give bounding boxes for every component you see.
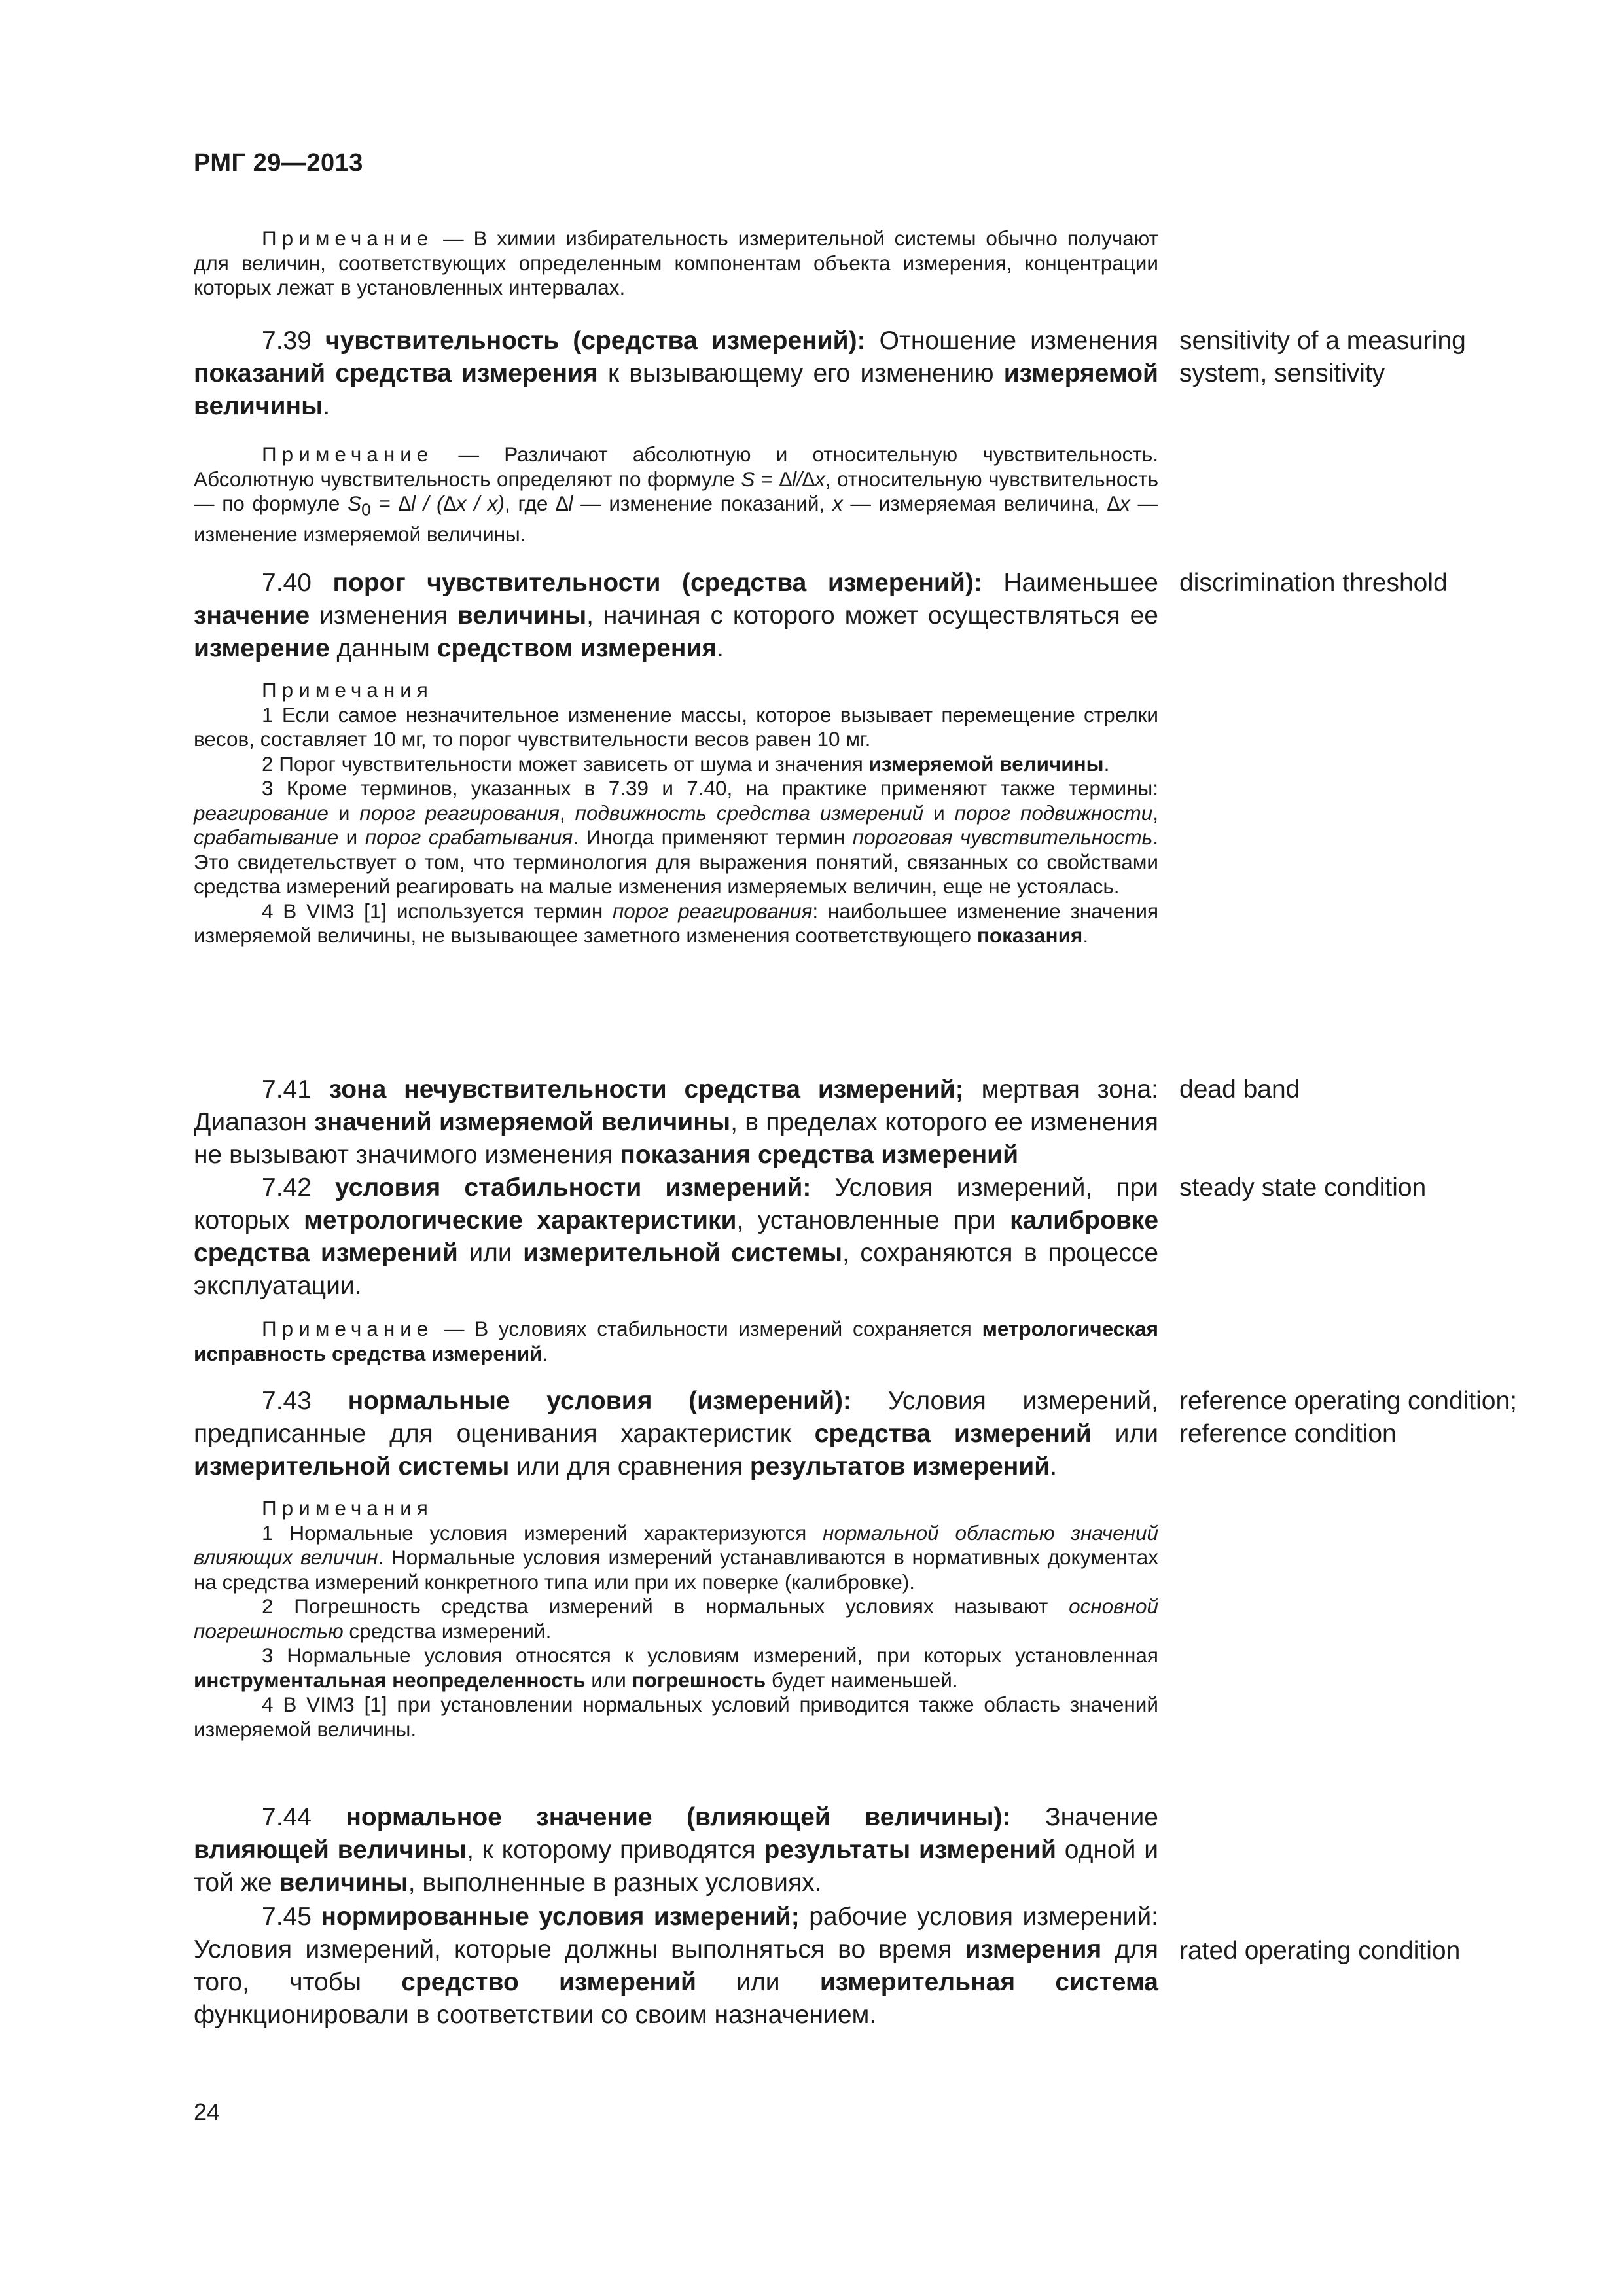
note-text: : наибольшее изменение значения измеряемой величины, не вызывающее заметного изменения соответствующего [194, 899, 1159, 947]
term-ref: погрешность [632, 1668, 766, 1692]
term-7-39 [194, 325, 1158, 423]
term-ref: показания средства измерений [620, 1141, 1019, 1169]
term-text: , в пределах которого ее изменения не вызывают значимого изменения [194, 1108, 1159, 1169]
italic-term: порог реагирования [359, 800, 560, 825]
note-text: Различают абсолютную и относительную чувствительность. Абсолютную чувствительность определяют по формуле [194, 442, 1158, 491]
term-ref: величины [279, 1869, 408, 1897]
formula-symbol: x [832, 492, 843, 515]
term-number: 7.43 [262, 1387, 348, 1415]
term-ref: средство измерений [401, 1968, 697, 1996]
note-item [194, 1594, 1158, 1643]
note-item [194, 776, 1158, 899]
note-item [194, 752, 1158, 777]
note-text: В условиях стабильности измерений сохраняется [474, 1317, 982, 1340]
term-ref: измерительной системы [194, 1452, 510, 1480]
note-text: , [1152, 800, 1159, 825]
term-ref: средством измерения [437, 634, 717, 662]
note-label: Примечание [262, 1317, 434, 1340]
note-item: 1 Если самое незначительное изменение массы, которое вызывает перемещение стрелки весов, составляет 10 мг, то порог чувствительности весов равен 10 мг. [194, 702, 1158, 751]
term-text: , выполненные в разных условиях. [408, 1869, 822, 1897]
note-text: средства измерений. [343, 1619, 552, 1643]
term-ref: значение [194, 601, 310, 630]
term-text: или [696, 1968, 820, 1996]
term-text: одной и той же [194, 1836, 1158, 1897]
term-text: Значение [1010, 1803, 1158, 1831]
note-dash: — [433, 1317, 475, 1340]
term-name: нормированные условия измерений; [321, 1903, 800, 1931]
note-text: . [1082, 924, 1089, 947]
note-text: В химии избирательность измерительной системы обычно получают для величин, соответствующих определенным компонентам объекта измерения, концентрации которых лежат в установленных интервалах. [194, 226, 1158, 299]
note-item [194, 899, 1158, 948]
italic-term: основной погрешностью [194, 1594, 1158, 1643]
term-ref: метрологическая исправность средства измерений [194, 1317, 1158, 1365]
note-7-42 [194, 1317, 1158, 1366]
note-item: 4 В VIM3 [1] при установлении нормальных условий приводится также область значений измеряемой величины. [194, 1693, 1158, 1741]
note-text: 3 Кроме терминов, указанных в 7.39 и 7.40, на практике применяют также термины: [262, 776, 1158, 800]
term-number: 7.40 [262, 569, 333, 597]
term-name: зона нечувствительности средства измерений; [329, 1075, 964, 1103]
term-ref: метрологические характеристики [304, 1206, 737, 1234]
english-term-7-42: steady state condition [1179, 1174, 1427, 1202]
term-ref: измеряемой величины [194, 359, 1158, 420]
notes-heading [194, 1496, 1158, 1521]
term-text: . [717, 634, 724, 662]
note-label: Примечание [262, 226, 434, 250]
term-name: чувствительность (средства измерений): [325, 327, 866, 355]
term-text: для того, чтобы [194, 1935, 1158, 1996]
term-text: или [457, 1239, 524, 1267]
formula-symbol: ∆x [1107, 492, 1130, 515]
term-ref: величины [457, 601, 587, 630]
term-name: нормальное значение (влияющей величины): [346, 1803, 1011, 1831]
italic-term: подвижность средства измерений [575, 800, 924, 825]
term-text: . [323, 392, 330, 420]
note-text: и [338, 825, 365, 849]
english-term-7-45: rated operating condition [1179, 1937, 1461, 1965]
note-dash: — [433, 226, 474, 250]
note-text: — изменение измеряемой величины. [194, 492, 1158, 546]
term-text: функционировали в соответствии со своим назначением. [194, 2001, 877, 2029]
italic-term: порог реагирования [612, 899, 813, 923]
note-text: 2 Порог чувствительности может зависеть от шума и значения [262, 751, 869, 776]
note-text: . Нормальные условия измерений устанавливаются в нормативных документах на средства измерений конкретного типа или при их поверке (калибровке). [194, 1545, 1158, 1594]
document-code: РМГ 29—2013 [194, 149, 363, 177]
formula-subscript: 0 [361, 499, 371, 520]
term-ref: измерения [965, 1935, 1102, 1964]
note-dash: — [433, 442, 505, 466]
term-text: . [1050, 1452, 1058, 1480]
notes-7-43 [194, 1496, 1158, 1742]
term-number: 7.45 [262, 1903, 321, 1931]
term-ref: результатов измерений [749, 1452, 1050, 1480]
notes-7-40 [194, 678, 1158, 948]
term-7-42 [194, 1172, 1158, 1302]
term-text: Условия измерений, предписанные для оценивания характеристик [194, 1387, 1159, 1448]
term-text: рабочие условия измерений: Условия измерений, которые должны выполняться во время [194, 1903, 1158, 1964]
term-7-43 [194, 1385, 1158, 1483]
formula: ∆l/∆x [779, 467, 825, 491]
italic-term: порог срабатывания [365, 825, 573, 849]
english-term-7-39: sensitivity of a measuring system, sensitivity [1179, 327, 1466, 387]
term-7-45 [194, 1901, 1158, 2032]
note-text: , относительную чувствительность — по формуле [194, 467, 1159, 515]
note-item [194, 1521, 1158, 1595]
term-text: к вызывающему его изменению [597, 359, 1004, 387]
formula: ∆l / (∆x / x) [398, 492, 505, 515]
term-text: , установленные при [736, 1206, 1010, 1234]
note-text: 3 Нормальные условия относятся к условиям измерений, при которых установленная [262, 1643, 1158, 1667]
note-text: 2 Погрешность средства измерений в нормальных условиях называют [262, 1594, 1069, 1618]
term-text: или [1091, 1420, 1158, 1448]
term-ref: влияющей величины [194, 1836, 467, 1864]
term-7-44 [194, 1801, 1158, 1899]
note-text: . [542, 1341, 548, 1365]
note-text: и [328, 800, 360, 825]
term-ref: результаты измерений [764, 1836, 1056, 1864]
notes-heading-text: Примечания [262, 678, 433, 702]
term-number: 7.39 [262, 327, 325, 355]
note-text: и [923, 800, 955, 825]
term-ref: показаний средства измерения [194, 359, 598, 387]
english-term-7-41: dead band [1179, 1075, 1300, 1103]
term-ref: измерение [194, 634, 330, 662]
term-text: Условия измерений, при которых [194, 1174, 1159, 1234]
term-7-40 [194, 567, 1158, 665]
note-item [194, 1643, 1158, 1693]
english-term-7-43: reference operating condition; reference condition [1179, 1387, 1518, 1448]
note-label: Примечание [262, 442, 434, 466]
term-text: изменения [310, 601, 457, 630]
note-text: или [585, 1668, 632, 1692]
notes-heading [194, 678, 1158, 703]
notes-heading-text: Примечания [262, 1496, 433, 1520]
italic-term: реагирование [194, 800, 329, 825]
term-text: Отношение изменения [865, 327, 1158, 355]
term-ref: значений измеряемой величины [314, 1108, 731, 1136]
term-name: нормальные условия (измерений): [348, 1387, 852, 1415]
english-term-7-40: discrimination threshold [1179, 569, 1448, 597]
italic-term: пороговая чувствительность [852, 825, 1153, 849]
page-number: 24 [194, 2098, 221, 2125]
formula-symbol: ∆l [556, 492, 573, 515]
note-text: = [755, 467, 779, 491]
term-text: , сохраняются в процессе эксплуатации. [194, 1239, 1159, 1300]
term-ref: калибровке средства измерений [194, 1206, 1159, 1267]
term-ref: измерительной системы [523, 1239, 843, 1267]
formula-symbol: S [348, 492, 362, 515]
note-7-38 [194, 226, 1158, 300]
note-text: 4 В VIM3 [1] используется термин [262, 899, 613, 923]
note-text: , где [504, 492, 556, 515]
term-text: мертвая зона: Диапазон [194, 1075, 1159, 1136]
term-text: , к которому приводятся [467, 1836, 764, 1864]
term-number: 7.41 [262, 1075, 329, 1103]
term-name: условия стабильности измерений: [335, 1174, 812, 1202]
term-ref: измеряемой величины [868, 751, 1104, 776]
formula-symbol: S [741, 467, 755, 491]
term-number: 7.42 [262, 1174, 336, 1202]
italic-term: порог подвижности [954, 800, 1153, 825]
note-text: = [370, 492, 399, 515]
note-text: 1 Нормальные условия измерений характеризуются [262, 1520, 823, 1545]
term-number: 7.44 [262, 1803, 346, 1831]
term-text: Наименьшее [982, 569, 1158, 597]
note-text: . Это свидетельствует о том, что терминология для выражения понятий, связанных со свойствами средства измерений реагировать на малые изменения измеряемых величин, еще не устоялась. [194, 825, 1158, 898]
term-name: порог чувствительности (средства измерений): [332, 569, 982, 597]
note-text: — изменение показаний, [573, 492, 832, 515]
term-ref: измерительная система [819, 1968, 1158, 1996]
note-text: — измеряемая величина, [842, 492, 1107, 515]
term-text: или для сравнения [509, 1452, 750, 1480]
italic-term: нормальной областью значений влияющих величин [194, 1520, 1158, 1569]
italic-term: срабатывание [194, 825, 339, 849]
note-text: , [559, 800, 575, 825]
term-text: , начиная с которого может осуществляться ее [586, 601, 1158, 630]
term-text: данным [329, 634, 437, 662]
note-text: будет наименьшей. [766, 1668, 958, 1692]
note-text: . [1103, 751, 1110, 776]
term-ref: инструментальная неопределенность [194, 1668, 586, 1692]
term-ref: показания [976, 924, 1083, 947]
note-7-39 [194, 442, 1158, 547]
term-ref: средства измерений [814, 1420, 1092, 1448]
note-text: . Иногда применяют термин [573, 825, 853, 849]
term-7-41 [194, 1073, 1158, 1172]
